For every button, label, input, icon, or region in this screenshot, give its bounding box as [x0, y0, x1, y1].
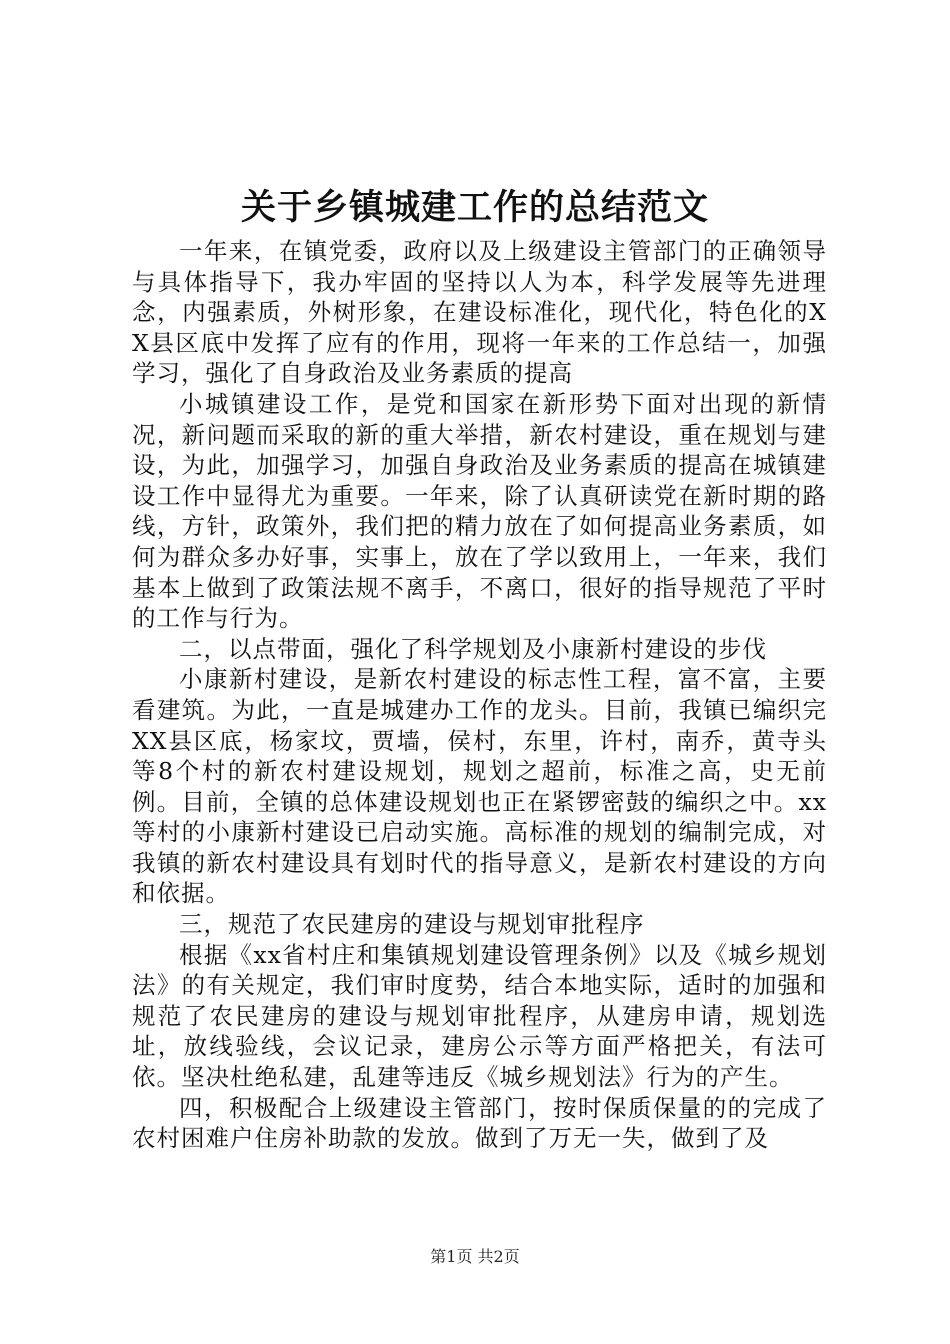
paragraph-regulations: 根据《xx省村庄和集镇规划建设管理条例》以及《城乡规划法》的有关规定，我们审时度势，结合本地实际，适时的加强和规范了农民建房的建设与规划审批程序，从建房申请，规划选址，放线验线，会议记录，建房公示等方面严格把关，有法可依。坚决杜绝私建，乱建等违反《城乡规划法》行为的产生。: [132, 940, 827, 1092]
paragraph-new-village: 小康新村建设，是新农村建设的标志性工程，富不富，主要看建筑。为此，一直是城建办工作的龙头。目前，我镇已编织完XX县区底，杨家坟，贾墙，侯村，东里，许村，南乔，黄寺头等8个村的新农村建设规划，规划之超前，标准之高，史无前例。目前，全镇的总体建设规划也正在紧锣密鼓的编织之中。xx等村的小康新村建设已启动实施。高标准的规划的编制完成，对我镇的新农村建设具有划时代的指导意义，是新农村建设的方向和依据。: [132, 665, 827, 908]
paragraph-intro: 一年来，在镇党委，政府以及上级建设主管部门的正确领导与具体指导下，我办牢固的坚持以人为本，科学发展等先进理念，内强素质，外树形象，在建设标准化，现代化，特色化的XX县区底中发挥了应有的作用，现将一年来的工作总结一，加强学习，强化了自身政治及业务素质的提高: [132, 237, 827, 388]
paragraph-small-town: 小城镇建设工作，是党和国家在新形势下面对出现的新情况，新问题而采取的新的重大举措，新农村建设，重在规划与建设，为此，加强学习，加强自身政治及业务素质的提高在城镇建设工作中显得尤为重要。一年来，除了认真研读党在新时期的路线，方针，政策外，我们把的精力放在了如何提高业务素质，如何为群众多办好事，实事上，放在了学以致用上，一年来，我们基本上做到了政策法规不离手，不离口，很好的指导规范了平时的工作与行为。: [132, 389, 827, 633]
page-footer: 第1页 共2页: [430, 1247, 520, 1266]
document-body: [132, 236, 827, 1154]
paragraph-section-4: 四，积极配合上级建设主管部门，按时保质保量的的完成了农村困难户住房补助款的发放。做到了万无一失，做到了及: [132, 1093, 827, 1153]
section-heading-3: 三，规范了农民建房的建设与规划审批程序: [179, 910, 645, 939]
document-title: 关于乡镇城建工作的总结范文: [240, 187, 709, 228]
section-heading-2: 二，以点带面，强化了科学规划及小康新村建设的步伐: [179, 634, 767, 663]
